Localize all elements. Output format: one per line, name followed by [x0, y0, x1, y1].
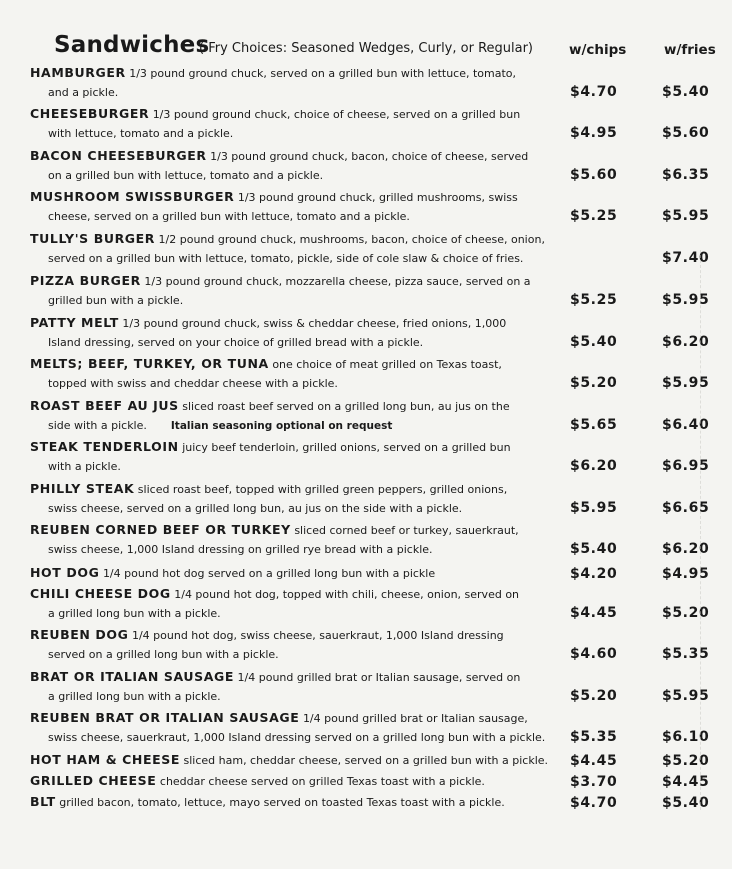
price-with-fries: $5.40 [662, 795, 710, 811]
item-description: 1/3 pound ground chuck, served on a grilled bun with lettuce, tomato, [129, 67, 517, 80]
item-line [48, 543, 433, 557]
menu-item [30, 566, 720, 584]
price-with-fries: $7.40 [662, 250, 710, 266]
item-description-continued: Island dressing, served on your choice of grilled bread with a pickle. [48, 336, 424, 349]
item-name: HOT HAM & CHEESE [30, 752, 180, 767]
item-line [30, 107, 520, 122]
item-name: PHILLY STEAK [30, 481, 135, 496]
menu-item [30, 66, 720, 102]
price-with-chips: $4.45 [570, 753, 618, 769]
menu-item [30, 274, 720, 310]
item-line [30, 587, 519, 602]
item-line [30, 711, 528, 726]
item-description-continued: a grilled long bun with a pickle. [48, 607, 221, 620]
price-with-fries: $6.95 [662, 458, 710, 474]
item-description: 1/4 pound grilled brat or Italian sausage, [302, 712, 528, 725]
item-description: sliced ham, cheddar cheese, served on a grilled bun with a pickle. [183, 754, 549, 767]
price-with-chips: $5.60 [570, 167, 618, 183]
item-name: HOT DOG [30, 565, 100, 580]
item-description: 1/4 pound hot dog, swiss cheese, sauerkraut, 1,000 Island dressing [131, 629, 504, 642]
price-with-chips: $5.65 [570, 417, 618, 433]
price-with-fries: $4.45 [662, 774, 710, 790]
item-line [30, 482, 507, 497]
menu-item [30, 670, 720, 706]
menu-item [30, 482, 720, 518]
menu-item [30, 774, 720, 792]
item-description: 1/3 pound ground chuck, grilled mushrooms, swiss [237, 191, 518, 204]
item-line [48, 377, 338, 391]
item-description: 1/4 pound grilled brat or Italian sausage, served on [237, 671, 521, 684]
column-header-chips: w/chips [569, 42, 627, 58]
price-with-fries: $6.65 [662, 500, 710, 516]
item-line [30, 66, 516, 81]
item-line [30, 440, 511, 455]
menu-item [30, 316, 720, 352]
menu-item [30, 795, 720, 813]
price-with-fries: $5.20 [662, 605, 710, 621]
item-description: 1/3 pound ground chuck, swiss & cheddar cheese, fried onions, 1,000 [122, 317, 507, 330]
menu-item [30, 190, 720, 226]
item-description: 1/3 pound ground chuck, bacon, choice of cheese, served [210, 150, 529, 163]
item-name: BLT [30, 794, 56, 809]
item-line [30, 628, 504, 643]
item-description-continued: a grilled long bun with a pickle. [48, 690, 221, 703]
item-line [48, 252, 523, 266]
item-line [48, 731, 545, 745]
item-line [30, 274, 531, 289]
price-with-chips: $5.40 [570, 541, 618, 557]
menu-header [54, 32, 724, 68]
item-name: CHEESEBURGER [30, 106, 150, 121]
price-with-chips: $5.95 [570, 500, 618, 516]
price-with-fries: $6.40 [662, 417, 710, 433]
item-name: REUBEN BRAT OR ITALIAN SAUSAGE [30, 710, 300, 725]
menu-item [30, 523, 720, 559]
item-line [48, 210, 410, 224]
paper-scuff [700, 250, 723, 810]
item-line [30, 399, 510, 414]
item-line [30, 523, 519, 538]
item-description: one choice of meat grilled on Texas toast, [272, 358, 502, 371]
price-with-chips: $5.20 [570, 688, 618, 704]
price-with-fries: $5.95 [662, 292, 710, 308]
price-with-fries: $6.20 [662, 541, 710, 557]
item-description-continued: topped with swiss and cheddar cheese with a pickle. [48, 377, 338, 390]
item-name: PATTY MELT [30, 315, 119, 330]
item-description: juicy beef tenderloin, grilled onions, served on a grilled bun [182, 441, 511, 454]
item-description-continued: served on a grilled long bun with a pickle. [48, 648, 279, 661]
item-name: CHILI CHEESE DOG [30, 586, 171, 601]
menu-item [30, 149, 720, 185]
item-name: ROAST BEEF AU JUS [30, 398, 179, 413]
price-with-chips: $4.45 [570, 605, 618, 621]
price-with-fries: $5.40 [662, 84, 710, 100]
item-name: PIZZA BURGER [30, 273, 141, 288]
price-with-fries: $6.35 [662, 167, 710, 183]
price-with-fries: $6.20 [662, 334, 710, 350]
item-line [48, 336, 423, 350]
item-name: GRILLED CHEESE [30, 773, 157, 788]
item-line [48, 690, 221, 704]
item-description-continued: and a pickle. [48, 86, 119, 99]
item-line [48, 607, 221, 621]
item-name: TULLY'S BURGER [30, 231, 156, 246]
item-description-continued: on a grilled bun with lettuce, tomato and a pickle. [48, 169, 324, 182]
menu-item [30, 753, 720, 771]
item-description: sliced corned beef or turkey, sauerkraut, [294, 524, 519, 537]
item-description-continued: cheese, served on a grilled bun with lettuce, tomato and a pickle. [48, 210, 410, 223]
menu-item [30, 711, 720, 747]
item-name: BACON CHEESEBURGER [30, 148, 207, 163]
item-line [48, 419, 392, 433]
item-description: sliced roast beef served on a grilled long bun, au jus on the [182, 400, 510, 413]
item-name: BRAT OR ITALIAN SAUSAGE [30, 669, 235, 684]
price-with-chips: $3.70 [570, 774, 618, 790]
price-with-chips: $4.20 [570, 566, 618, 582]
price-with-chips: $6.20 [570, 458, 618, 474]
item-description-continued: side with a pickle. [48, 419, 147, 432]
menu-item [30, 107, 720, 143]
item-description-continued: swiss cheese, 1,000 Island dressing on grilled rye bread with a pickle. [48, 543, 433, 556]
menu-item [30, 232, 720, 268]
item-line [30, 670, 520, 685]
item-description-continued: swiss cheese, sauerkraut, 1,000 Island dressing served on a grilled long bun with a pickle. [48, 731, 546, 744]
item-name: REUBEN CORNED BEEF OR TURKEY [30, 522, 291, 537]
item-name: HAMBURGER [30, 65, 126, 80]
item-line [48, 294, 183, 308]
price-with-chips: $4.70 [570, 84, 618, 100]
item-line [48, 460, 121, 474]
fry-choices-note: ( Fry Choices: Seasoned Wedges, Curly, or Regular) [199, 41, 534, 56]
price-with-chips: $4.60 [570, 646, 618, 662]
item-line [30, 357, 502, 372]
item-description-continued: served on a grilled bun with lettuce, tomato, pickle, side of cole slaw & choice of fries. [48, 252, 524, 265]
item-description-continued: grilled bun with a pickle. [48, 294, 184, 307]
item-description: grilled bacon, tomato, lettuce, mayo served on toasted Texas toast with a pickle. [59, 796, 505, 809]
menu-item [30, 399, 720, 435]
price-with-fries: $4.95 [662, 566, 710, 582]
item-line [30, 316, 506, 331]
item-line [30, 190, 518, 205]
item-line [30, 232, 545, 247]
item-name: REUBEN DOG [30, 627, 129, 642]
item-description-continued: with a pickle. [48, 460, 121, 473]
item-name: STEAK TENDERLOIN [30, 439, 179, 454]
item-description: sliced roast beef, topped with grilled green peppers, grilled onions, [137, 483, 508, 496]
menu-item [30, 587, 720, 623]
item-note: Italian seasoning optional on request [170, 420, 393, 432]
item-line [30, 795, 505, 810]
price-with-chips: $5.25 [570, 292, 618, 308]
price-with-chips: $5.25 [570, 208, 618, 224]
item-line [30, 774, 485, 789]
item-line [30, 149, 528, 164]
item-line [48, 86, 118, 100]
item-line [48, 169, 323, 183]
item-line [48, 502, 462, 516]
price-with-chips: $5.40 [570, 334, 618, 350]
price-with-chips: $4.70 [570, 795, 618, 811]
item-description: 1/2 pound ground chuck, mushrooms, bacon, choice of cheese, onion, [158, 233, 545, 246]
price-with-fries: $5.35 [662, 646, 710, 662]
item-description: 1/3 pound ground chuck, mozzarella cheese, pizza sauce, served on a [144, 275, 531, 288]
price-with-fries: $5.95 [662, 375, 710, 391]
item-line [48, 648, 279, 662]
item-description: 1/4 pound hot dog, topped with chili, cheese, onion, served on [174, 588, 520, 601]
price-with-fries: $5.60 [662, 125, 710, 141]
menu-item [30, 357, 720, 393]
price-with-chips: $5.20 [570, 375, 618, 391]
item-name: MELTS; BEEF, TURKEY, OR TUNA [30, 356, 269, 371]
item-line [30, 566, 435, 581]
menu-item [30, 628, 720, 664]
item-line [48, 127, 233, 141]
price-with-fries: $5.20 [662, 753, 710, 769]
item-description: cheddar cheese served on grilled Texas toast with a pickle. [159, 775, 485, 788]
price-with-chips: $5.35 [570, 729, 618, 745]
item-name: MUSHROOM SWISSBURGER [30, 189, 235, 204]
price-with-fries: $5.95 [662, 688, 710, 704]
item-description: 1/3 pound ground chuck, choice of cheese, served on a grilled bun [152, 108, 521, 121]
price-with-chips: $4.95 [570, 125, 618, 141]
item-description-continued: with lettuce, tomato and a pickle. [48, 127, 234, 140]
price-with-fries: $6.10 [662, 729, 710, 745]
item-description-continued: swiss cheese, served on a grilled long bun, au jus on the side with a pickle. [48, 502, 463, 515]
menu-item [30, 440, 720, 476]
section-title: Sandwiches [54, 32, 210, 58]
column-header-fries: w/fries [664, 42, 716, 58]
item-description: 1/4 pound hot dog served on a grilled long bun with a pickle [102, 567, 436, 580]
item-line [30, 753, 548, 768]
price-with-fries: $5.95 [662, 208, 710, 224]
